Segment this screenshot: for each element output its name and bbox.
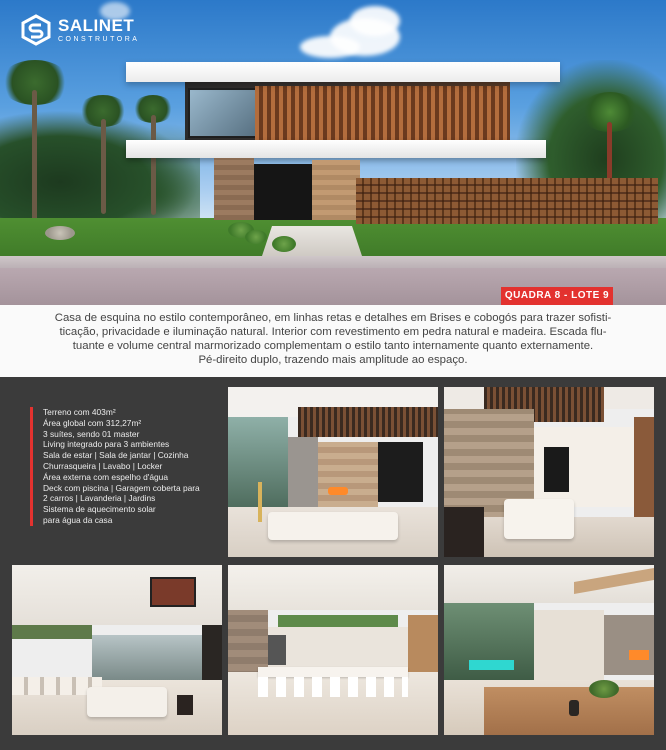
feature-item: Sala de estar | Sala de jantar | Cozinha [43, 450, 189, 461]
details-panel [0, 377, 666, 750]
feature-item: para água da casa [43, 514, 113, 525]
feature-item: 2 carros | Lavanderia | Jardins [43, 493, 156, 504]
feature-item: Deck com piscina | Garagem coberta para [43, 482, 200, 493]
feature-item: 3 suítes, sendo 01 master [43, 428, 140, 439]
description-line: Pé-direito duplo, trazendo mais amplitude ao espaço. [198, 354, 468, 366]
interior-photo-living [228, 387, 438, 557]
feature-item: Terreno com 403m² [43, 407, 116, 417]
feature-list [30, 407, 220, 526]
feature-item: Living integrado para 3 ambientes [43, 439, 170, 450]
cobogo-wall [356, 178, 658, 224]
description [0, 305, 666, 377]
lot-badge: QUADRA 8 - LOTE 9 [501, 287, 613, 305]
description-line: tuante e volume central marmorizado complementam o estilo tanto internamente quanto externamente. [72, 340, 594, 352]
description-line: Casa de esquina no estilo contemporâneo, em linhas retas e detalhes em Brises e cobogós para trazer sofisti- [54, 312, 612, 324]
interior-photo-kitchen [228, 565, 438, 735]
brand-name: SALINET [58, 16, 135, 35]
stone-wall [312, 160, 360, 220]
feature-item: Área global com 312,27m² [43, 417, 142, 428]
upper-window [188, 88, 260, 138]
feature-item: Área externa com espelho d'água [43, 471, 168, 482]
entrance-door [254, 164, 312, 220]
feature-item: Sistema de aquecimento solar [43, 504, 156, 515]
bush [272, 236, 296, 252]
interior-photo-double-height [12, 565, 222, 735]
brand-subtitle: CONSTRUTORA [58, 36, 140, 43]
brand-logo [20, 14, 139, 46]
roof-slab [126, 62, 560, 82]
bush [245, 230, 267, 244]
hexagon-logo-icon [20, 14, 52, 46]
stone-wall [214, 158, 254, 220]
middle-slab [126, 140, 546, 158]
feature-item: Churrasqueira | Lavabo | Locker [43, 460, 163, 471]
rock [45, 226, 75, 240]
interior-photo-dining-pool [444, 565, 654, 735]
hero-render [0, 0, 666, 305]
wood-brises [255, 86, 510, 140]
interior-photo-stone-wall [444, 387, 654, 557]
description-line: ticação, privacidade e iluminação natural. Interior com revestimento em pedra natural e madeira. Escada flu- [59, 326, 607, 338]
